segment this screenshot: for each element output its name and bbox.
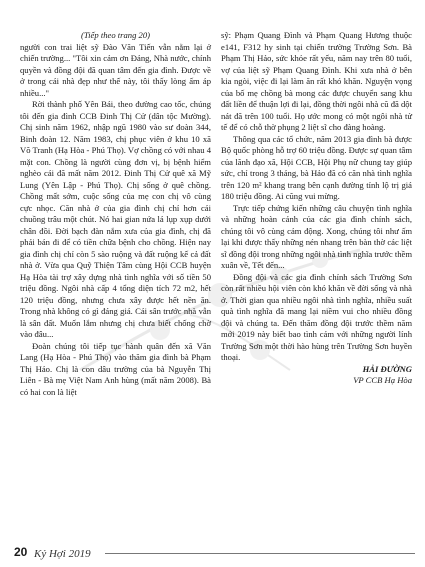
column-right [221, 30, 412, 535]
footer-divider [105, 553, 415, 554]
author-name: HẢI ĐƯỜNG [362, 363, 412, 374]
continued-note: (Tiếp theo trang 20) [81, 30, 150, 40]
author-organization: VP CCB Hạ Hòa [353, 375, 412, 385]
paragraph: Đồng đội và các gia đình chính sách Trường Sơn còn rất nhiều hội viên còn khó khăn về đời sống và nhà ở. Thời gian qua nhiều ngôi nhà tình nghĩa, nhiều suất quà tình nghĩa đã mang lại niềm vui cho nhiều đồng đội và chúng ta. Đến thăm đồng đội trước thềm năm mới 2019 này biết bao tình cảm với những người lính Trường Sơn một thời hào hùng trên Trường Sơn huyền thoại. [221, 271, 412, 362]
paragraph: Đoàn chúng tôi tiếp tục hành quân đến xã Văn Lang (Hạ Hòa - Phú Thọ) vào thăm gia đình bà Phạm Thị Hảo. Chị là con dâu trường của bà Nguyễn Thị Liên - Bà mẹ Việt Nam Anh hùng (mất năm 2008). Bà có hai con là liệt [20, 340, 211, 397]
page-footer [0, 541, 425, 567]
magazine-mark: Kỷ Hợi 2019 [34, 548, 91, 560]
paragraph: Trực tiếp chứng kiến những câu chuyện tình nghĩa và những hoàn cảnh của các gia đình chính sách, chúng tôi vô cùng cảm động. Xong, chúng tôi như ấm lại khi được thấy những nén nhang trên bàn thờ các liệt sĩ đồng đội trong những ngôi nhà tình nghĩa trước thềm xuân về, Tết đến... [221, 202, 412, 270]
paragraph: sỹ: Phạm Quang Đình và Phạm Quang Hương thuộc e141, F312 hy sinh tại chiến trường Trường Sơn. Bà Phạm Thị Hảo, sức khỏe rất yếu, năm nay trên 80 tuổi, vợ của liệt sỹ Phạm Quang Đình. Khi xưa nhà ở bên kia ngòi, việc đi lại làm ăn rất khó khăn. Nguyện vọng của bố mẹ chồng bà mong các được chuyển sang khu đất liền để thuận lợi đi lại, đồng thời ngôi nhà cũ đã dột nát đã trên 100 tuổi. Họ ước mong có một ngôi nhà tử tế để có chỗ thờ phụng 2 liệt sĩ cho đàng hoàng. [221, 30, 412, 132]
paragraph: Thông qua các tổ chức, năm 2013 gia đình bà được Bộ quốc phòng hỗ trợ 60 triệu đồng. Được sự quan tâm của lãnh đạo xã, Hội CCB, Hội Phụ nữ chung tay giúp sức, chỉ trong 3 tháng, bà Hảo đã có căn nhà tình nghĩa trên 120 m² khang trang bên cạnh đường tỉnh lộ trị giá 180 triệu đồng. Ai cũng vui mừng. [221, 133, 412, 201]
paragraph: người con trai liệt sỹ Đào Văn Tiến vẫn nằm lại ở chiến trường... "Tôi xin cảm ơn Đảng, Nhà nước, chính quyền và đồng đội đã quan tâm đến gia đình. Được về ở trong cái nhà đẹp như thế này, tôi thấy lòng ấm áp nhiều..." [20, 41, 211, 98]
paragraph: Rời thành phố Yên Bái, theo đường cao tốc, chúng tôi đến gia đình CCB Đinh Thị Cử (dân tộc Mường). Chị sinh năm 1962, nhập ngũ 1980 vào sư đoàn 344, Binh đoàn 12. Năm 1983, chị phục viên ở khu 10 xã Võ Tranh (Hạ Hòa - Phú Thọ). Vợ chồng có với nhau 4 mặt con. Chồng là người cùng đơn vị, bị bệnh hiểm nghèo cái đã mất năm 2012. Đinh Thị Cử quê xã Mỹ Lung (Yên Lập - Phú Thọ). Chị sống ở quê chồng. Chồng mất sớm, cuộc sống của mẹ con chị vô cùng cực nhọc. Căn nhà ở của gia đình chị chỉ hơn cái chuồng trâu một chút. Nó hai gian nứa lá lụp xụp dưới chân đồi. Đời bạch đàn nắm xưa của gia đình, chị đã phải bán đi để có tiền chữa bệnh cho chồng. Hiện nay gia đình chị chỉ còn 5 sào ruộng và đất ruộng kế cả đất nhà ở. Vừa qua Quỹ Thiện Tâm cùng Hội CCB huyện Hạ Hòa tài trợ xây dựng nhà tình nghĩa với số tiền 50 triệu đồng. Ngôi nhà cấp 4 tổng diện tích 72 m2, hết 120 triệu đồng, nhưng chưa xây được hết nền ăn. Trong nhà không có gì đáng giá. Cái sân trước nhà vẫn là sân đất. Muốn lắm nhưng chị chưa biết chống chờ vào đâu... [20, 99, 211, 339]
article-body [20, 30, 412, 535]
column-left [20, 30, 211, 535]
page-number: 20 [14, 545, 28, 559]
